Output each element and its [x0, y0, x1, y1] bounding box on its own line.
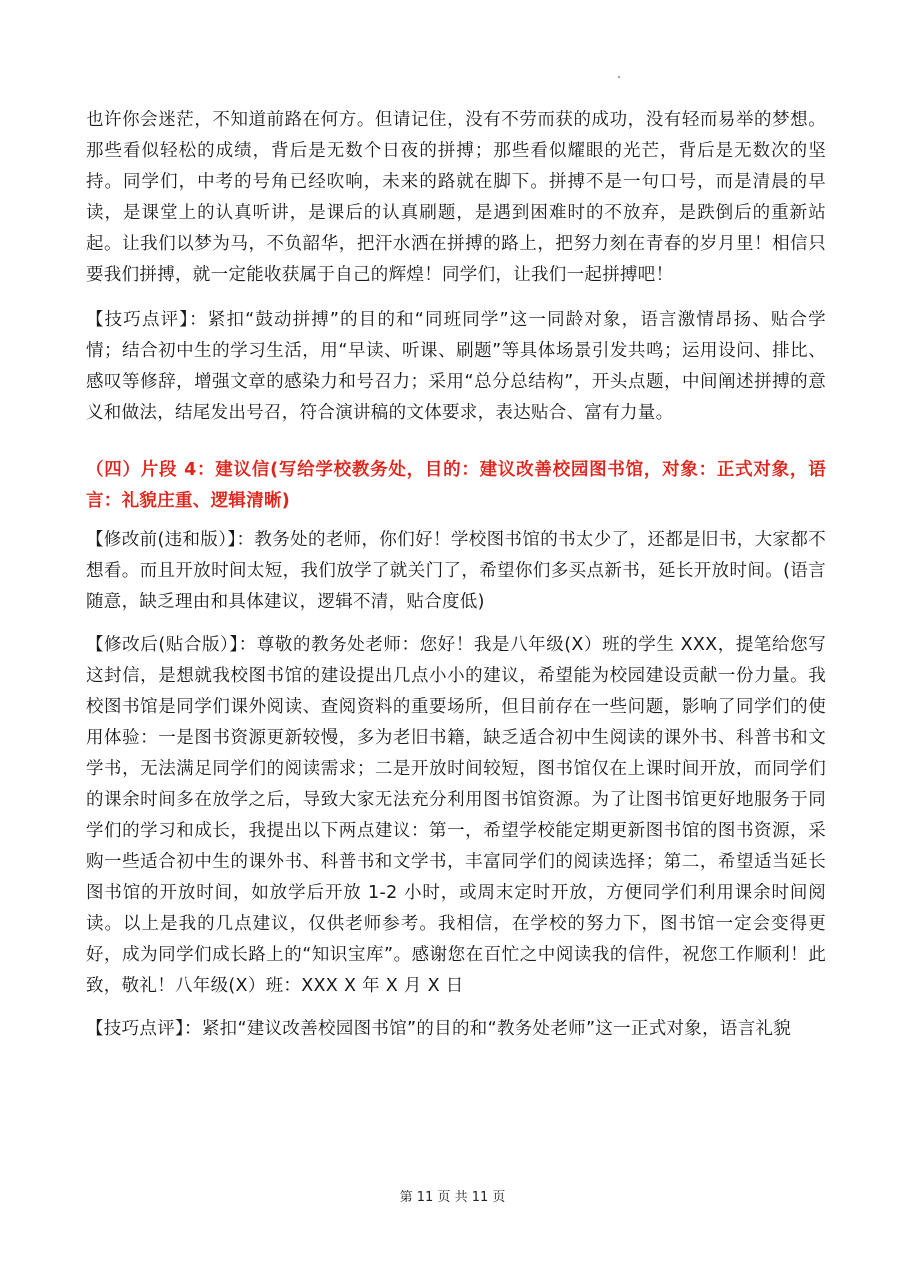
- page-footer: 第 11 页 共 11 页: [399, 1190, 506, 1205]
- after-revision-paragraph: 【修改后(贴合版）】：尊敬的教务处老师：您好！我是八年级(X）班的学生 XXX，提笔给您写这封信，是想就我校图书馆的建设提出几点小小的建议，希望能为校园建设贡献一份力量。我校图书馆是同学们课外阅读、查阅资料的重要场所，但目前存在一些问题，影响了同学们的使用体验：一是图书资源更新较慢，多为老旧书籍，缺乏适合初中生阅读的课外书、科普书和文学书，无法满足同学们的阅读需求；二是开放时间较短，图书馆仅在上课时间开放，而同学们的课余时间多在放学之后，导致大家无法充分利用图书馆资源。为了让图书馆更好地服务于同学们的学习和成长，我提出以下两点建议：第一，希望学校能定期更新图书馆的图书资源，采购一些适合初中生的课外书、科普书和文学书，丰富同学们的阅读选择；第二，希望适当延长图书馆的开放时间，如放学后开放 1-2 小时，或周末定时开放，方便同学们利用课余时间阅读。以上是我的几点建议，仅供老师参考。我相信，在学校的努力下，图书馆一定会变得更好，成为同学们成长路上的“知识宝库”。感谢您在百忙之中阅读我的信件，祝您工作顺利！此致，敬礼！八年级(X）班：XXX X 年 X 月 X 日: [86, 635, 826, 996]
- page-content: [86, 105, 826, 1045]
- section-heading-4: （四）片段 4：建议信(写给学校教务处，目的：建议改善校园图书馆，对象：正式对象，语言：礼貌庄重、逻辑清晰): [86, 460, 826, 511]
- scan-speck: [618, 76, 620, 78]
- technique-comment-2: 【技巧点评】：紧扣“建议改善校园图书馆”的目的和“教务处老师”这一正式对象，语言礼貌: [86, 1019, 792, 1039]
- technique-comment-1: 【技巧点评】：紧扣“鼓动拼搏”的目的和“同班同学”这一同龄对象，语言激情昂扬、贴合学情；结合初中生的学习生活，用“早读、听课、刷题”等具体场景引发共鸣；运用设问、排比、感叹等修辞，增强文章的感染力和号召力；采用“总分总结构”，开头点题，中间阐述拼搏的意义和做法，结尾发出号召，符合演讲稿的文体要求，表达贴合、富有力量。: [86, 310, 826, 423]
- paragraph-speech-ending: 也许你会迷茫，不知道前路在何方。但请记住，没有不劳而获的成功，没有轻而易举的梦想。那些看似轻松的成绩，背后是无数个日夜的拼搏；那些看似耀眼的光芒，背后是无数次的坚持。同学们，中考的号角已经吹响，未来的路就在脚下。拼搏不是一句口号，而是清晨的早读，是课堂上的认真听讲，是课后的认真刷题，是遇到困难时的不放弃，是跌倒后的重新站起。让我们以梦为马，不负韶华，把汗水洒在拼搏的路上，把努力刻在青春的岁月里！相信只要我们拼搏，就一定能收获属于自己的辉煌！同学们，让我们一起拼搏吧！: [86, 110, 826, 285]
- before-revision-paragraph: 【修改前(违和版）】：教务处的老师，你们好！学校图书馆的书太少了，还都是旧书，大家都不想看。而且开放时间太短，我们放学了就关门了，希望你们多买点新书，延长开放时间。(语言随意，缺乏理由和具体建议，逻辑不清，贴合度低): [86, 530, 826, 612]
